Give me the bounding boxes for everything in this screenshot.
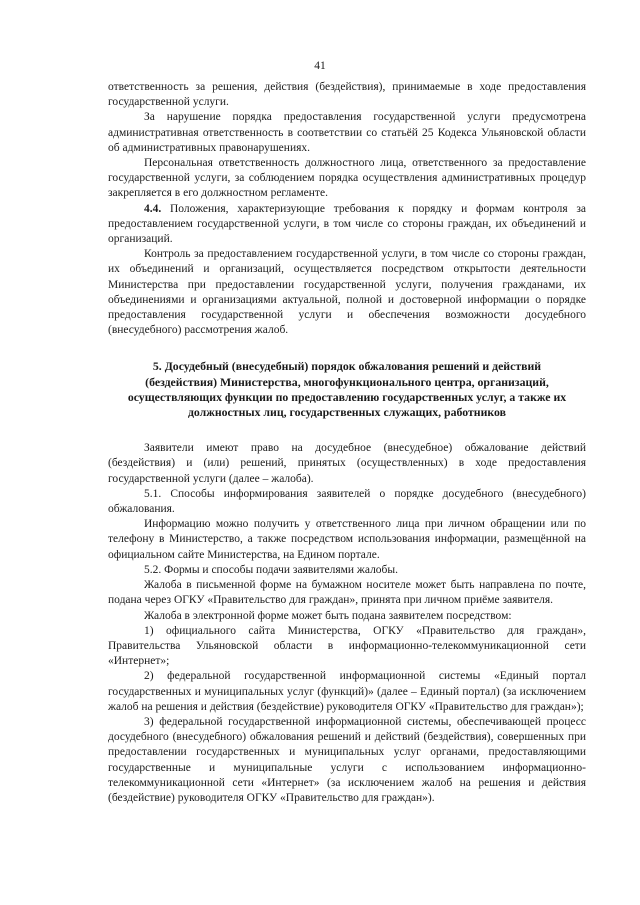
section-5-heading: 5. Досудебный (внесудебный) порядок обжалования решений и действий (бездействия) Министерства, многофункционального центра, организаций, осуществляющих функции по предоставлению государственных услуг, а также их должностных лиц, государственных служащих, работников [127,359,567,420]
paragraph-5-2: 5.2. Формы и способы подачи заявителями жалобы. [144,563,399,576]
section-4-4-text: Положения, характеризующие требования к порядку и формам контроля за предоставлением государственной услуги, в том числе со стороны граждан, их объединений и организаций. [108,202,586,246]
list-item-1: 1) официального сайта Министерства, ОГКУ «Правительство для граждан», Правительства Ульяновской области в информационно-телекоммуникационной сети «Интернет»; [108,624,586,668]
paragraph-administrative-liability: За нарушение порядка предоставления государственной услуги предусмотрена административная ответственность в соответствии со статьёй 25 Кодекса Ульяновской области об административных правонарушениях. [108,111,586,154]
paragraph-5-1: 5.1. Способы информирования заявителей о порядке досудебного (внесудебного) обжалования. [108,487,586,516]
page-number: 41 [314,60,326,72]
paragraph-section-4-4 [108,202,586,248]
list-item-3: 3) федеральной государственной информационной системы, обеспечивающей процесс досудебного (внесудебного) обжалования решений и действий (бездействия), совершенных при предоставлении государственных и муниципальных услуг органами, предоставляющими государственные и муниципальные услуги с использованием информационно-телекоммуникационной сети «Интернет» (за исключением жалоб на решения и действия (бездействие) руководителя ОГКУ «Правительство для граждан»). [108,715,586,804]
list-item-2: 2) федеральной государственной информационной системы «Единый портал государственных и муниципальных услуг (функций)» (далее – Единый портал) (за исключением жалоб на решения и действия (бездействие) руководителя ОГКУ «Правительство для граждан»); [108,670,586,713]
paragraph-personal-responsibility: Персональная ответственность должностного лица, ответственного за предоставление государственной услуги, за соблюдением порядка осуществления административных процедур закрепляется в его должностном регламенте. [108,157,586,200]
paragraph-electronic-complaint: Жалоба в электронной форме может быть подана заявителем посредством: [144,609,512,622]
paragraph-control: Контроль за предоставлением государственной услуги, в том числе со стороны граждан, их объединений и организаций, осуществляется посредством открытости деятельности Министерства при предоставлении государственной услуги, получения гражданами, их объединениями и организациями актуальной, полной и достоверной информации о порядке предоставления государственной услуги и обеспечения возможности досудебного (внесудебного) рассмотрения жалоб. [108,248,586,337]
paragraph-continuation: ответственность за решения, действия (бездействия), принимаемые в ходе предоставления государственной услуги. [108,81,586,109]
paragraph-right-to-appeal: Заявители имеют право на досудебное (внесудебное) обжалование действий (бездействия) и (или) решений, принятых (осуществленных) в ходе предоставления государственной услуги (далее – жалоба). [108,442,586,485]
document-body [108,80,586,806]
section-4-4-number: 4.4. [144,202,162,215]
paragraph-written-complaint: Жалоба в письменной форме на бумажном носителе может быть направлена по почте, подана через ОГКУ «Правительство для граждан», принята при личном приёме заявителя. [108,579,586,607]
paragraph-information: Информацию можно получить у ответственного лица при личном обращении или по телефону в Министерство, а также посредством использования информации, размещённой на официальном сайте Министерства, на Едином портале. [108,518,586,561]
